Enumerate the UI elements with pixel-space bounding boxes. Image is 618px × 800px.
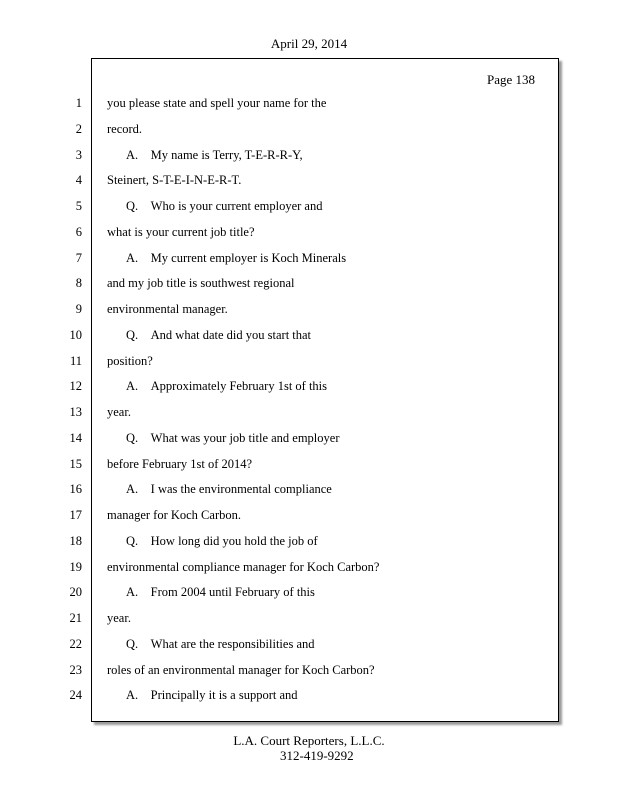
transcript-line bbox=[0, 121, 560, 137]
page-number: Page 138 bbox=[487, 72, 536, 87]
line-number: 24 bbox=[69, 688, 82, 703]
transcript-line bbox=[0, 95, 560, 111]
line-number: 22 bbox=[69, 636, 82, 651]
line-number: 19 bbox=[69, 559, 82, 574]
transcript-line bbox=[0, 687, 560, 703]
line-text: environmental compliance manager for Koch Carbon? bbox=[107, 559, 380, 574]
line-text: year. bbox=[107, 405, 131, 419]
line-text: A. My current employer is Koch Minerals bbox=[126, 250, 347, 265]
transcript-line bbox=[0, 610, 560, 626]
line-text: A. Principally it is a support and bbox=[126, 688, 298, 703]
line-text: record. bbox=[107, 121, 143, 136]
transcript-line bbox=[0, 404, 560, 420]
line-text: A. I was the environmental compliance bbox=[126, 482, 332, 497]
line-number: 17 bbox=[69, 508, 82, 522]
transcript-line bbox=[0, 481, 560, 497]
transcript-line bbox=[0, 533, 560, 549]
line-number: 7 bbox=[75, 250, 82, 265]
line-number: 8 bbox=[75, 276, 82, 291]
line-text: A. My name is Terry, T-E-R-R-Y, bbox=[126, 147, 303, 162]
line-text: position? bbox=[107, 353, 153, 368]
line-number: 14 bbox=[69, 430, 82, 445]
footer-company: L.A. Court Reporters, L.L.C. bbox=[233, 733, 385, 748]
line-number: 13 bbox=[69, 405, 82, 419]
line-text: what is your current job title? bbox=[107, 224, 255, 239]
line-number: 16 bbox=[69, 482, 82, 497]
transcript-line bbox=[0, 584, 560, 600]
line-text: Q. What was your job title and employer bbox=[126, 430, 340, 445]
line-text: Q. Who is your current employer and bbox=[126, 199, 323, 213]
transcript-line bbox=[0, 662, 560, 678]
line-text: and my job title is southwest regional bbox=[107, 276, 295, 291]
line-number: 12 bbox=[69, 379, 82, 394]
transcript-line bbox=[0, 636, 560, 652]
line-text: A. Approximately February 1st of this bbox=[126, 379, 328, 394]
transcript-line bbox=[0, 172, 560, 188]
line-number: 23 bbox=[69, 662, 82, 677]
line-text: A. From 2004 until February of this bbox=[126, 585, 315, 600]
transcript-line bbox=[0, 507, 560, 523]
transcript-line bbox=[0, 224, 560, 240]
transcript-line bbox=[0, 559, 560, 575]
line-number: 1 bbox=[75, 96, 82, 110]
transcript-date: April 29, 2014 bbox=[270, 36, 348, 51]
line-text: year. bbox=[107, 611, 131, 625]
transcript-line bbox=[0, 456, 560, 472]
line-text: you please state and spell your name for the bbox=[107, 96, 327, 110]
line-text: Q. What are the responsibilities and bbox=[126, 636, 315, 651]
line-text: environmental manager. bbox=[107, 302, 228, 316]
line-number: 5 bbox=[75, 199, 82, 213]
transcript-line bbox=[0, 147, 560, 163]
line-number: 3 bbox=[75, 147, 82, 162]
transcript-line bbox=[0, 301, 560, 317]
transcript-line bbox=[0, 198, 560, 214]
footer-phone: 312-419-9292 bbox=[280, 748, 354, 763]
line-number: 15 bbox=[69, 456, 82, 471]
transcript-line bbox=[0, 353, 560, 369]
line-text: Steinert, S-T-E-I-N-E-R-T. bbox=[107, 173, 242, 188]
transcript-line bbox=[0, 378, 560, 394]
line-text: Q. And what date did you start that bbox=[126, 327, 312, 342]
transcript-line bbox=[0, 430, 560, 446]
transcript-line bbox=[0, 250, 560, 266]
transcript-line bbox=[0, 275, 560, 291]
line-text: before February 1st of 2014? bbox=[107, 456, 253, 471]
line-number: 9 bbox=[75, 302, 82, 316]
line-number: 21 bbox=[69, 611, 82, 625]
line-number: 11 bbox=[69, 353, 82, 368]
line-number: 20 bbox=[69, 585, 82, 600]
line-number: 4 bbox=[75, 173, 82, 188]
transcript-line bbox=[0, 327, 560, 343]
line-text: roles of an environmental manager for Koch Carbon? bbox=[107, 662, 375, 677]
line-number: 2 bbox=[75, 121, 82, 136]
line-number: 6 bbox=[75, 224, 82, 239]
line-text: Q. How long did you hold the job of bbox=[126, 533, 318, 548]
line-number: 18 bbox=[69, 533, 82, 548]
line-text: manager for Koch Carbon. bbox=[107, 508, 241, 522]
line-number: 10 bbox=[69, 327, 82, 342]
